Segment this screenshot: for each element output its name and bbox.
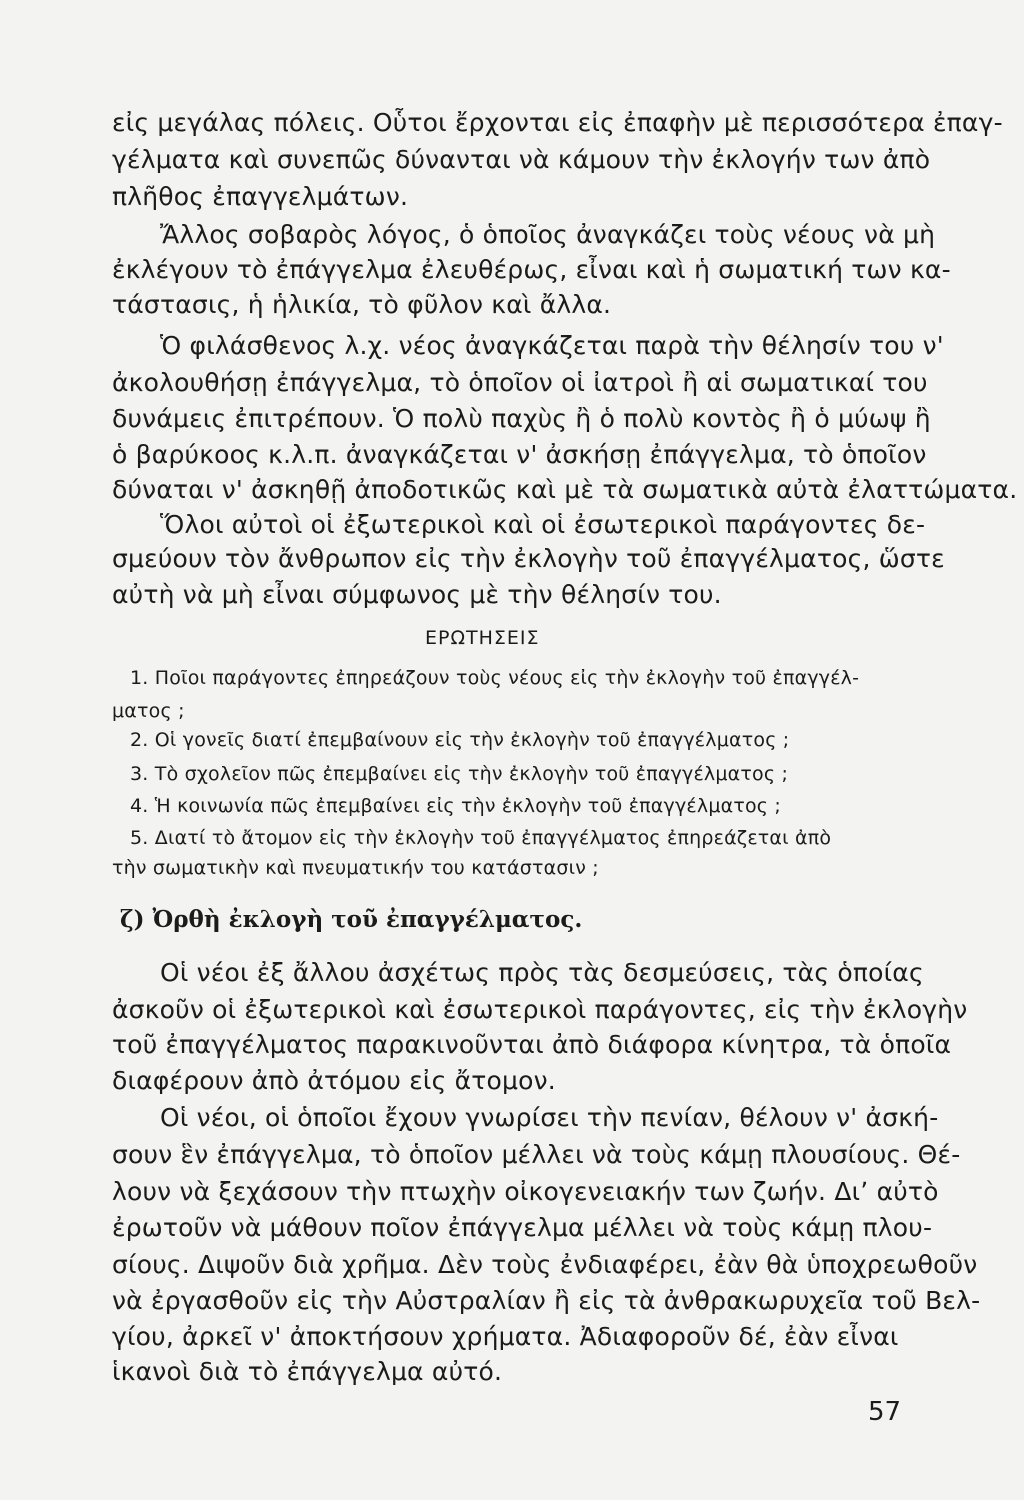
- section-title: ζ) Ὀρθὴ ἐκλογὴ τοῦ ἐπαγγέλματος.: [120, 906, 583, 933]
- text-line: ἱκανοὶ διὰ τὸ ἐπάγγελμα αὐτό.: [112, 1357, 503, 1386]
- text-line: νὰ ἐργασθοῦν εἰς τὴν Αὐστραλίαν ἢ εἰς τὰ ἀνθρακωρυχεῖα τοῦ Βελ-: [112, 1286, 981, 1315]
- question-line: 4. Ἡ κοινωνία πῶς ἐπεμβαίνει εἰς τὴν ἐκλογὴν τοῦ ἐπαγγέλματος ;: [130, 795, 782, 817]
- text-line: σμεύουν τὸν ἄνθρωπον εἰς τὴν ἐκλογὴν τοῦ ἐπαγγέλματος, ὥστε: [112, 544, 945, 573]
- text-line: ἐκλέγουν τὸ ἐπάγγελμα ἐλευθέρως, εἶναι καὶ ἡ σωματική των κα-: [112, 255, 951, 284]
- paragraph-start-line: Οἱ νέοι ἐξ ἄλλου ἀσχέτως πρὸς τὰς δεσμεύσεις, τὰς ὁποίας: [160, 958, 924, 987]
- text-line: τάστασις, ἡ ἡλικία, τὸ φῦλον καὶ ἄλλα.: [112, 290, 612, 319]
- text-line: αὐτὴ νὰ μὴ εἶναι σύμφωνος μὲ τὴν θέλησίν του.: [112, 580, 722, 609]
- paragraph-start-line: Ὅλοι αὐτοὶ οἱ ἐξωτερικοὶ καὶ οἱ ἐσωτερικοὶ παράγοντες δε-: [160, 510, 926, 539]
- text-line: πλῆθος ἐπαγγελμάτων.: [112, 182, 409, 211]
- text-line: τοῦ ἐπαγγέλματος παρακινοῦνται ἀπὸ διάφορα κίνητρα, τὰ ὁποῖα: [112, 1030, 952, 1059]
- text-line: ἀσκοῦν οἱ ἐξωτερικοὶ καὶ ἐσωτερικοὶ παράγοντες, εἰς τὴν ἐκλογὴν: [112, 995, 968, 1024]
- paragraph-start-line: Οἱ νέοι, οἱ ὁποῖοι ἔχουν γνωρίσει τὴν πενίαν, θέλουν ν' ἀσκή-: [160, 1103, 939, 1132]
- question-line: 1. Ποῖοι παράγοντες ἐπηρεάζουν τοὺς νέους εἰς τὴν ἐκλογὴν τοῦ ἐπαγγέλ-: [130, 667, 860, 689]
- paragraph-start-line: Ὁ φιλάσθενος λ.χ. νέος ἀναγκάζεται παρὰ τὴν θέλησίν του ν': [160, 331, 944, 360]
- question-line: ματος ;: [112, 700, 185, 722]
- questions-heading: ΕΡΩΤΗΣΕΙΣ: [425, 627, 540, 649]
- text-line: γίου, ἀρκεῖ ν' ἀποκτήσουν χρήματα. Ἀδιαφοροῦν δέ, ἐὰν εἶναι: [112, 1322, 899, 1351]
- text-line: εἰς μεγάλας πόλεις. Οὗτοι ἔρχονται εἰς ἐπαφὴν μὲ περισσότερα ἐπαγ-: [112, 108, 1003, 137]
- question-line: 2. Οἱ γονεῖς διατί ἐπεμβαίνουν εἰς τὴν ἐκλογὴν τοῦ ἐπαγγέλματος ;: [130, 729, 790, 751]
- text-line: σουν ἓν ἐπάγγελμα, τὸ ὁποῖον μέλλει νὰ τοὺς κάμῃ πλουσίους. Θέ-: [112, 1140, 961, 1169]
- question-line: τὴν σωματικὴν καὶ πνευματικήν του κατάστασιν ;: [112, 857, 599, 879]
- text-line: ἐρωτοῦν νὰ μάθουν ποῖον ἐπάγγελμα μέλλει νὰ τοὺς κάμῃ πλου-: [112, 1213, 933, 1242]
- text-line: ὁ βαρύκοος κ.λ.π. ἀναγκάζεται ν' ἀσκήσῃ ἐπάγγελμα, τὸ ὁποῖον: [112, 440, 927, 469]
- question-line: 3. Τὸ σχολεῖον πῶς ἐπεμβαίνει εἰς τὴν ἐκλογὴν τοῦ ἐπαγγέλματος ;: [130, 763, 789, 785]
- text-line: σίους. Διψοῦν διὰ χρῆμα. Δὲν τοὺς ἐνδιαφέρει, ἐὰν θὰ ὑποχρεωθοῦν: [112, 1250, 978, 1279]
- text-line: γέλματα καὶ συνεπῶς δύνανται νὰ κάμουν τὴν ἐκλογήν των ἀπὸ: [112, 145, 931, 174]
- text-line: δυνάμεις ἐπιτρέπουν. Ὁ πολὺ παχὺς ἢ ὁ πολὺ κοντὸς ἢ ὁ μύωψ ἢ: [112, 404, 931, 433]
- question-line: 5. Διατί τὸ ἄτομον εἰς τὴν ἐκλογὴν τοῦ ἐπαγγέλματος ἐπηρεάζεται ἀπὸ: [130, 827, 832, 849]
- text-line: ἀκολουθήσῃ ἐπάγγελμα, τὸ ὁποῖον οἱ ἰατροὶ ἢ αἱ σωματικαί του: [112, 368, 928, 397]
- text-line: διαφέρουν ἀπὸ ἀτόμου εἰς ἄτομον.: [112, 1066, 556, 1095]
- paragraph-start-line: Ἄλλος σοβαρὸς λόγος, ὁ ὁποῖος ἀναγκάζει τοὺς νέους νὰ μὴ: [160, 220, 936, 249]
- page-number: 57: [868, 1397, 902, 1427]
- text-line: λουν νὰ ξεχάσουν τὴν πτωχὴν οἰκογενειακήν των ζωήν. Διʼ αὐτὸ: [112, 1177, 939, 1206]
- text-line: δύναται ν' ἀσκηθῇ ἀποδοτικῶς καὶ μὲ τὰ σωματικὰ αὐτὰ ἐλαττώματα.: [112, 475, 1018, 504]
